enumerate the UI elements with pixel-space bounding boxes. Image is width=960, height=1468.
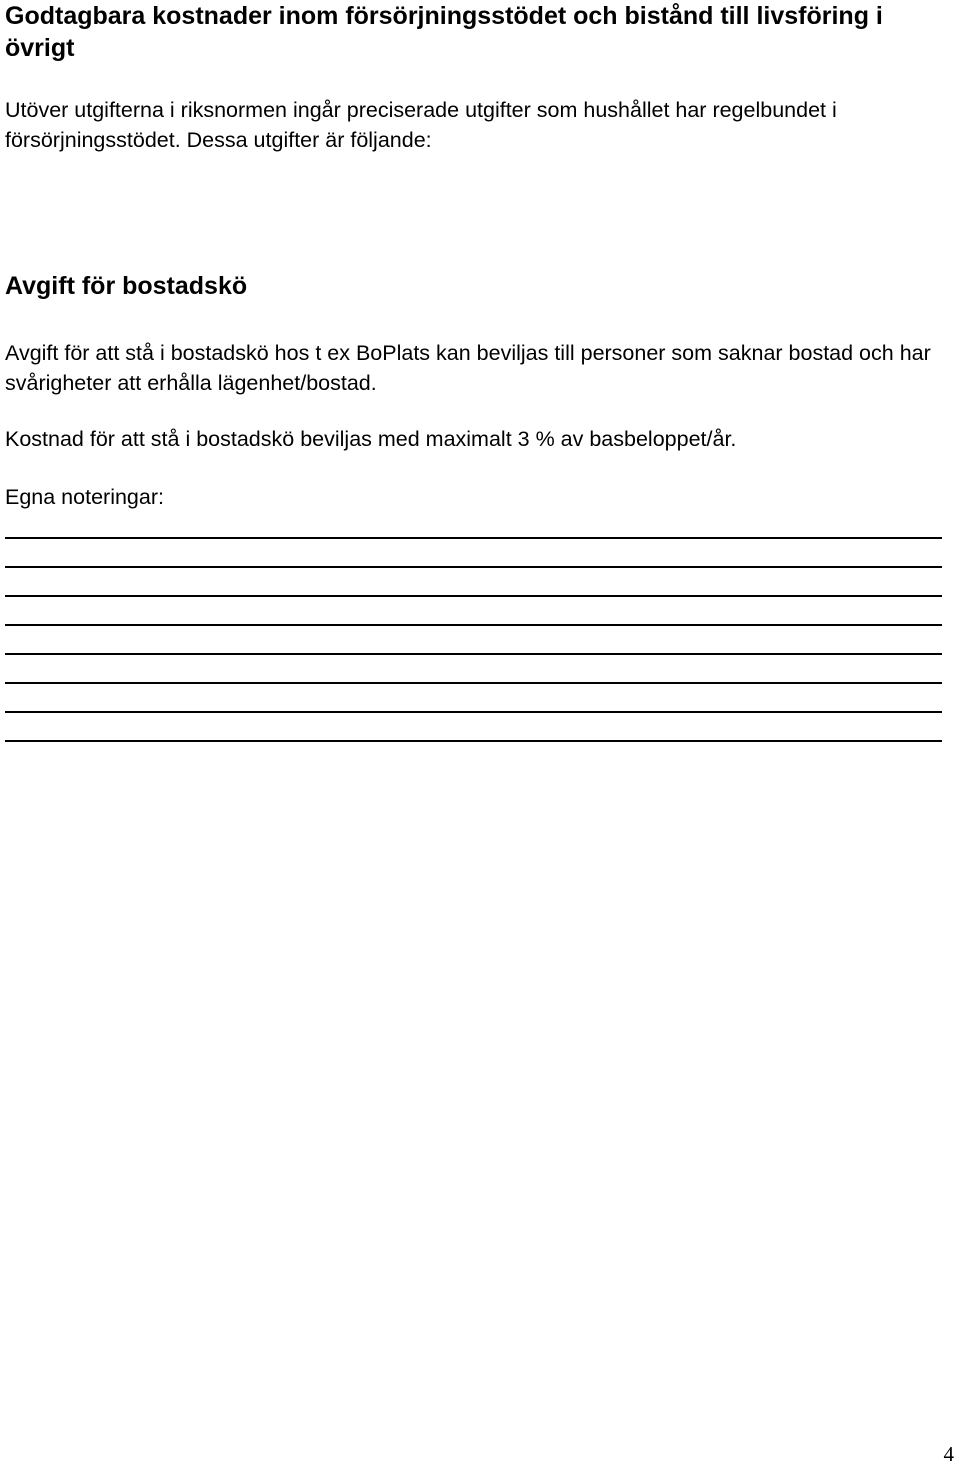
page-title: Godtagbara kostnader inom försörjningsstödet och bistånd till livsföring i övrigt (5, 2, 883, 62)
section-heading: Avgift för bostadskö (5, 272, 248, 300)
page-number: 4 (943, 1442, 954, 1466)
note-line (5, 566, 942, 568)
note-line (5, 682, 942, 684)
section-paragraph-eligibility: Avgift för att stå i bostadskö hos t ex BoPlats kan beviljas till personer som saknar bostad och har svårigheter att erhålla lägenhet/bostad. (5, 341, 931, 395)
note-line (5, 624, 942, 626)
intro-paragraph: Utöver utgifterna i riksnormen ingår preciserade utgifter som hushållet har regelbundet i försörjningsstödet. Dessa utgifter är följande: (5, 98, 837, 152)
notes-label: Egna noteringar: (5, 485, 164, 509)
section-paragraph-cost-limit: Kostnad för att stå i bostadskö beviljas med maximalt 3 % av basbeloppet/år. (5, 427, 737, 451)
note-line (5, 595, 942, 597)
note-line (5, 537, 942, 539)
note-line (5, 653, 942, 655)
note-line (5, 711, 942, 713)
note-line (5, 740, 942, 742)
